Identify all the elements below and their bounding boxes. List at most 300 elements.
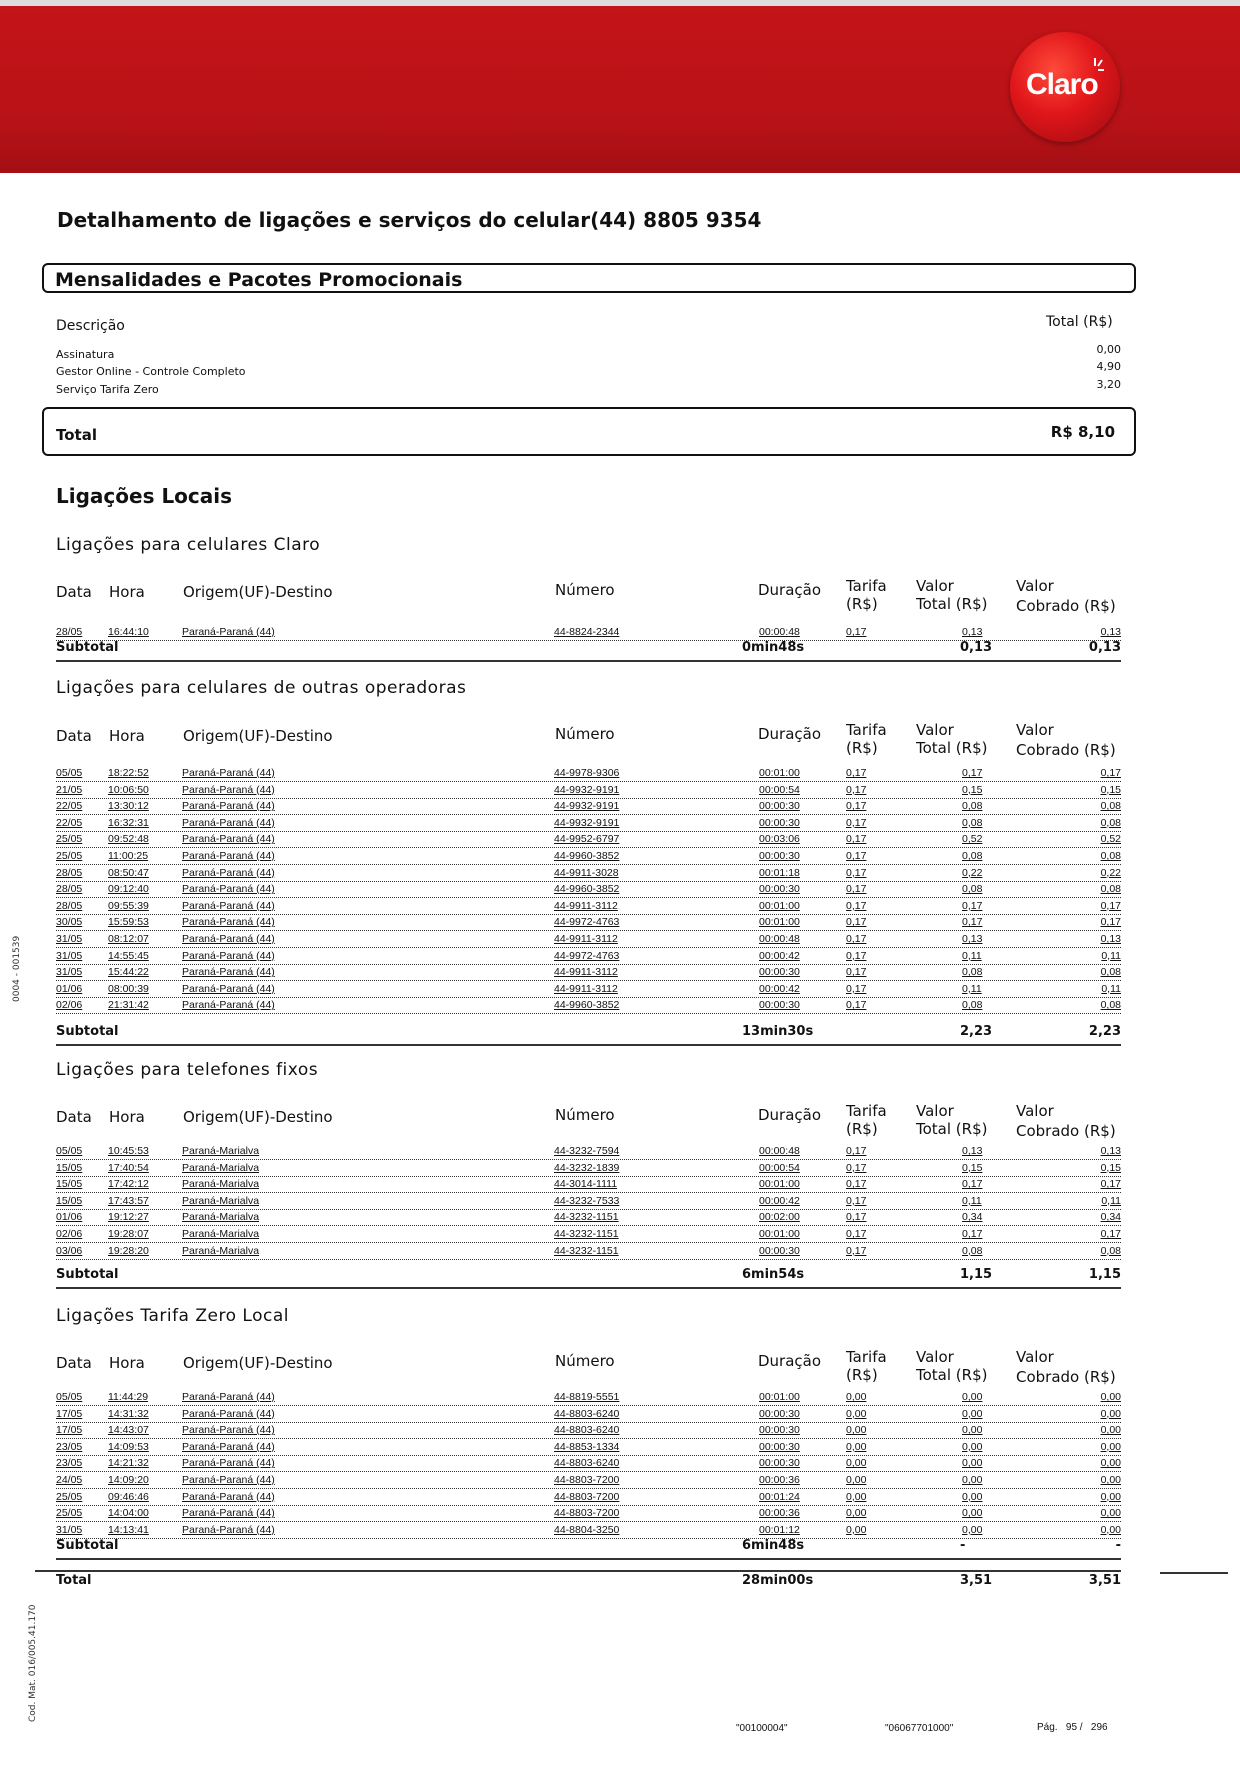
cell-valor-total: 0,08	[962, 1244, 983, 1257]
cell-numero: 44-8803-6240	[554, 1407, 620, 1420]
cell-tarifa: 0,17	[846, 1211, 867, 1224]
table-row	[56, 1178, 1121, 1193]
cell-tarifa: 0,00	[846, 1391, 867, 1403]
hdr-valor-total: Valor	[916, 1102, 954, 1120]
hdr-valor-total-2: Total (R$)	[916, 739, 988, 757]
subtotal-duration: 13min30s	[742, 1024, 814, 1039]
logo-text: Claro	[1026, 68, 1098, 101]
cell-valor-total: 0,52	[962, 833, 983, 846]
cell-origem: Paraná-Paraná (44)	[182, 1457, 275, 1470]
cell-hora: 14:09:20	[108, 1474, 149, 1486]
cell-numero: 44-8803-7200	[554, 1507, 620, 1520]
cell-numero: 44-3232-7533	[554, 1194, 620, 1207]
cell-duracao: 00:03:06	[759, 833, 800, 846]
cell-numero: 44-8803-6240	[554, 1457, 620, 1470]
cell-hora: 14:13:41	[108, 1523, 149, 1536]
cell-hora: 08:00:39	[108, 982, 149, 995]
cell-numero: 44-9972-4763	[554, 916, 620, 929]
cell-data: 31/05	[56, 933, 83, 945]
cell-hora: 14:43:07	[108, 1424, 149, 1437]
section-title: Ligações para celulares de outras operadoras	[56, 678, 467, 698]
table-row	[56, 767, 1121, 782]
cell-numero: 44-3014-1111	[554, 1178, 618, 1191]
cell-valor-total: 0,34	[962, 1211, 983, 1224]
cell-hora: 09:12:40	[108, 883, 149, 896]
cell-valor-total: 0,08	[962, 966, 983, 979]
cell-duracao: 00:00:48	[759, 933, 800, 945]
table-row	[56, 883, 1121, 898]
hdr-duracao: Duração	[758, 1352, 822, 1370]
cell-tarifa: 0,17	[846, 626, 867, 638]
hdr-valor-total-2: Total (R$)	[916, 595, 988, 613]
cell-numero: 44-9952-6797	[554, 833, 620, 846]
hdr-tarifa-unit: (R$)	[846, 595, 878, 613]
cell-numero: 44-8853-1334	[554, 1440, 620, 1453]
table-row	[56, 1145, 1121, 1160]
cell-valor-cobrado: 0,17	[1100, 1228, 1121, 1240]
cell-origem: Paraná-Paraná (44)	[182, 982, 275, 995]
hdr-hora: Hora	[109, 583, 145, 601]
grand-total-rule	[35, 1570, 1121, 1572]
cell-tarifa: 0,17	[846, 999, 867, 1012]
subtotal-valor-total: 0,13	[960, 640, 993, 655]
hdr-tarifa: Tarifa	[846, 1348, 887, 1366]
section-rule	[56, 1558, 1121, 1560]
cell-origem: Paraná-Marialva	[182, 1194, 260, 1207]
mensalidades-total-label: Total	[56, 426, 97, 444]
cell-duracao: 00:00:42	[759, 949, 800, 962]
cell-tarifa: 0,17	[846, 899, 867, 912]
section-rule	[56, 1287, 1121, 1289]
cell-hora: 18:22:52	[108, 767, 149, 779]
cell-valor-total: 0,00	[962, 1490, 983, 1503]
item-total: 4,90	[1096, 360, 1121, 373]
cell-duracao: 00:00:36	[759, 1507, 800, 1520]
hdr-data: Data	[56, 727, 92, 745]
table-row	[56, 833, 1121, 848]
cell-origem: Paraná-Paraná (44)	[182, 1507, 275, 1520]
cell-numero: 44-9960-3852	[554, 850, 620, 862]
table-row	[56, 1245, 1121, 1260]
cell-valor-total: 0,13	[962, 626, 983, 638]
cell-duracao: 00:00:42	[759, 1194, 800, 1207]
cell-valor-total: 0,00	[962, 1507, 983, 1520]
cell-valor-total: 0,08	[962, 800, 983, 813]
table-row	[56, 1491, 1121, 1506]
cell-numero: 44-9911-3112	[554, 966, 618, 979]
cell-origem: Paraná-Marialva	[182, 1178, 260, 1191]
cell-tarifa: 0,17	[846, 1161, 867, 1174]
hdr-hora: Hora	[109, 1354, 145, 1372]
cell-valor-total: 0,08	[962, 816, 983, 829]
cell-data: 15/05	[56, 1161, 83, 1174]
cell-tarifa: 0,17	[846, 1244, 867, 1257]
cell-origem: Paraná-Paraná (44)	[182, 1523, 275, 1536]
hdr-duracao: Duração	[758, 581, 822, 599]
cell-valor-total: 0,00	[962, 1474, 983, 1486]
cell-valor-total: 0,13	[962, 933, 983, 945]
cell-valor-cobrado: 0,08	[1100, 999, 1121, 1012]
margin-mark	[1160, 1572, 1228, 1574]
cell-tarifa: 0,00	[846, 1407, 867, 1420]
cell-valor-total: 0,11	[962, 982, 982, 995]
hdr-valor-cobrado: Valor	[1016, 577, 1054, 595]
cell-duracao: 00:00:42	[759, 982, 800, 995]
cell-valor-cobrado: 0,00	[1100, 1523, 1121, 1536]
footer-code-2: "06067701000"	[885, 1723, 954, 1734]
cell-origem: Paraná-Paraná (44)	[182, 1474, 275, 1486]
table-row	[56, 1211, 1121, 1226]
cell-valor-total: 0,00	[962, 1391, 983, 1403]
cell-tarifa: 0,00	[846, 1440, 867, 1453]
cell-valor-total: 0,17	[962, 1178, 983, 1191]
cell-origem: Paraná-Paraná (44)	[182, 933, 275, 945]
cell-duracao: 00:00:30	[759, 1457, 800, 1470]
grand-total-label: Total	[56, 1573, 92, 1588]
table-row	[56, 1408, 1121, 1423]
subtotal-label: Subtotal	[56, 1024, 119, 1039]
cell-origem: Paraná-Marialva	[182, 1211, 260, 1224]
cell-duracao: 00:00:54	[759, 783, 800, 796]
cell-data: 05/05	[56, 1391, 83, 1403]
cell-tarifa: 0,17	[846, 850, 867, 862]
cell-origem: Paraná-Paraná (44)	[182, 949, 275, 962]
cell-valor-total: 0,11	[962, 949, 982, 962]
cell-hora: 17:43:57	[108, 1194, 149, 1207]
cell-valor-total: 0,00	[962, 1457, 983, 1470]
table-row	[56, 1195, 1121, 1210]
cell-origem: Paraná-Paraná (44)	[182, 1440, 275, 1453]
cell-data: 22/05	[56, 816, 83, 829]
cell-hora: 08:50:47	[108, 866, 149, 879]
cell-origem: Paraná-Paraná (44)	[182, 800, 275, 813]
cell-data: 28/05	[56, 899, 83, 912]
ligacoes-locais-heading: Ligações Locais	[56, 484, 233, 508]
subtotal-valor-cobrado: -	[1115, 1538, 1121, 1553]
cell-valor-cobrado: 0,08	[1100, 800, 1121, 813]
cell-tarifa: 0,17	[846, 800, 867, 813]
section-title: Ligações para celulares Claro	[56, 535, 321, 555]
cell-origem: Paraná-Paraná (44)	[182, 883, 275, 896]
cell-data: 28/05	[56, 866, 83, 879]
cell-numero: 44-9911-3028	[554, 866, 619, 879]
hdr-data: Data	[56, 1108, 92, 1126]
cell-numero: 44-8819-5551	[554, 1391, 620, 1403]
item-desc: Serviço Tarifa Zero	[56, 383, 159, 396]
cell-origem: Paraná-Paraná (44)	[182, 833, 275, 846]
cell-valor-total: 0,11	[962, 1194, 982, 1207]
cell-duracao: 00:00:30	[759, 999, 800, 1012]
cell-duracao: 00:00:48	[759, 626, 800, 638]
cell-origem: Paraná-Paraná (44)	[182, 1490, 275, 1503]
cell-data: 25/05	[56, 1507, 83, 1520]
cell-numero: 44-9960-3852	[554, 999, 620, 1012]
table-row	[56, 966, 1121, 981]
table-row	[56, 1474, 1121, 1489]
cell-valor-total: 0,17	[962, 899, 983, 912]
table-row	[56, 933, 1121, 948]
section-rule	[56, 1044, 1121, 1046]
cell-duracao: 00:00:30	[759, 1244, 800, 1257]
cell-valor-total: 0,22	[962, 866, 983, 879]
table-row	[56, 900, 1121, 915]
cell-valor-cobrado: 0,17	[1100, 899, 1121, 912]
cell-hora: 08:12:07	[108, 933, 149, 945]
cell-data: 15/05	[56, 1194, 83, 1207]
cell-duracao: 00:00:30	[759, 1424, 800, 1437]
hdr-tarifa-unit: (R$)	[846, 739, 878, 757]
subtotal-valor-total: 2,23	[960, 1024, 993, 1039]
cell-hora: 16:32:31	[108, 816, 149, 829]
table-row	[56, 1162, 1121, 1177]
cell-tarifa: 0,17	[846, 966, 867, 979]
cell-valor-cobrado: 0,00	[1100, 1474, 1121, 1486]
section-title: Ligações Tarifa Zero Local	[56, 1306, 289, 1326]
cell-numero: 44-8804-3250	[554, 1523, 620, 1536]
mensalidades-item	[56, 360, 1121, 379]
mensalidades-heading: Mensalidades e Pacotes Promocionais	[55, 269, 463, 291]
mensalidades-total-value: R$ 8,10	[1050, 423, 1115, 441]
hdr-duracao: Duração	[758, 725, 822, 743]
cell-valor-cobrado: 0,34	[1100, 1211, 1121, 1224]
cell-tarifa: 0,17	[846, 1145, 867, 1157]
subtotal-valor-cobrado: 2,23	[1088, 1024, 1121, 1039]
cell-data: 22/05	[56, 800, 83, 813]
cell-valor-total: 0,15	[962, 1161, 983, 1174]
hdr-hora: Hora	[109, 727, 145, 745]
cell-valor-cobrado: 0,00	[1100, 1424, 1121, 1437]
side-code-bottom: Cod. Mat. 016/005.41.170	[28, 1604, 38, 1722]
hdr-numero: Número	[555, 1106, 615, 1124]
cell-valor-cobrado: 0,00	[1100, 1440, 1121, 1453]
section-rule	[56, 660, 1121, 662]
cell-valor-total: 0,17	[962, 1228, 983, 1240]
cell-origem: Paraná-Paraná (44)	[182, 1391, 275, 1403]
section-title: Ligações para telefones fixos	[56, 1060, 319, 1080]
hdr-tarifa: Tarifa	[846, 1102, 887, 1120]
cell-valor-total: 0,17	[962, 916, 983, 929]
cell-valor-cobrado: 0,00	[1100, 1507, 1121, 1520]
cell-valor-total: 0,00	[962, 1407, 983, 1420]
hdr-numero: Número	[555, 1352, 615, 1370]
cell-valor-cobrado: 0,08	[1100, 850, 1121, 862]
cell-valor-total: 0,08	[962, 883, 983, 896]
cell-numero: 44-9911-3112	[554, 933, 618, 945]
subtotal-label: Subtotal	[56, 1267, 119, 1282]
cell-data: 28/05	[56, 626, 83, 638]
cell-data: 01/06	[56, 1211, 83, 1224]
table-row	[56, 916, 1121, 931]
item-desc: Gestor Online - Controle Completo	[56, 365, 246, 378]
table-row	[56, 983, 1121, 998]
item-total: 3,20	[1096, 378, 1121, 391]
cell-duracao: 00:01:00	[759, 1228, 800, 1240]
cell-hora: 10:06:50	[108, 783, 149, 796]
cell-valor-cobrado: 0,52	[1100, 833, 1121, 846]
cell-valor-cobrado: 0,13	[1100, 626, 1121, 638]
hdr-valor-total-2: Total (R$)	[916, 1120, 988, 1138]
subtotal-valor-cobrado: 1,15	[1088, 1267, 1121, 1282]
hdr-valor-cobrado: Valor	[1016, 1348, 1054, 1366]
cell-origem: Paraná-Paraná (44)	[182, 816, 275, 829]
subtotal-label: Subtotal	[56, 1538, 119, 1553]
table-row	[56, 1441, 1121, 1456]
cell-hora: 14:31:32	[108, 1407, 149, 1420]
cell-data: 31/05	[56, 966, 83, 979]
cell-hora: 15:59:53	[108, 916, 149, 929]
cell-tarifa: 0,17	[846, 1194, 867, 1207]
hdr-tarifa: Tarifa	[846, 721, 887, 739]
cell-hora: 14:21:32	[108, 1457, 149, 1470]
subtotal-valor-cobrado: 0,13	[1088, 640, 1121, 655]
cell-numero: 44-9960-3852	[554, 883, 620, 896]
table-row	[56, 1228, 1121, 1243]
cell-data: 24/05	[56, 1474, 83, 1486]
grand-total-cobrado: 3,51	[1088, 1573, 1121, 1588]
cell-valor-total: 0,00	[962, 1440, 983, 1453]
cell-valor-total: 0,13	[962, 1145, 983, 1157]
cell-origem: Paraná-Paraná (44)	[182, 850, 275, 862]
cell-origem: Paraná-Paraná (44)	[182, 1424, 275, 1437]
cell-hora: 19:28:20	[108, 1244, 149, 1257]
cell-hora: 19:28:07	[108, 1228, 149, 1240]
table-row	[56, 1391, 1121, 1406]
subtotal-label: Subtotal	[56, 640, 119, 655]
cell-data: 15/05	[56, 1178, 83, 1191]
cell-numero: 44-3232-1839	[554, 1161, 620, 1174]
cell-data: 21/05	[56, 783, 83, 796]
cell-hora: 11:44:29	[108, 1391, 149, 1403]
mensalidades-col-total: Total (R$)	[1046, 314, 1113, 330]
cell-numero: 44-8824-2344	[554, 626, 620, 638]
table-row	[56, 867, 1121, 882]
subtotal-duration: 6min48s	[742, 1538, 805, 1553]
cell-tarifa: 0,17	[846, 833, 867, 846]
cell-duracao: 00:01:00	[759, 767, 800, 779]
page-title: Detalhamento de ligações e serviços do celular(44) 8805 9354	[57, 208, 762, 232]
cell-duracao: 00:00:30	[759, 800, 800, 813]
cell-hora: 10:45:53	[108, 1145, 149, 1157]
cell-numero: 44-3232-1151	[554, 1228, 619, 1240]
cell-valor-cobrado: 0,00	[1100, 1407, 1121, 1420]
cell-data: 05/05	[56, 767, 83, 779]
hdr-data: Data	[56, 1354, 92, 1372]
cell-data: 25/05	[56, 850, 83, 862]
cell-data: 30/05	[56, 916, 83, 929]
cell-duracao: 00:01:00	[759, 1391, 800, 1403]
cell-data: 03/06	[56, 1244, 83, 1257]
cell-origem: Paraná-Paraná (44)	[182, 966, 275, 979]
cell-valor-cobrado: 0,08	[1100, 816, 1121, 829]
cell-valor-cobrado: 0,17	[1100, 767, 1121, 779]
item-total: 0,00	[1096, 343, 1121, 356]
cell-numero: 44-9932-9191	[554, 800, 620, 813]
table-row	[56, 1457, 1121, 1472]
cell-valor-cobrado: 0,08	[1100, 966, 1121, 979]
hdr-origem: Origem(UF)-Destino	[183, 1354, 333, 1372]
cell-data: 25/05	[56, 1490, 83, 1503]
table-row	[56, 1507, 1121, 1522]
cell-tarifa: 0,17	[846, 783, 867, 796]
item-desc: Assinatura	[56, 348, 115, 361]
cell-numero: 44-9932-9191	[554, 816, 620, 829]
cell-tarifa: 0,17	[846, 866, 867, 879]
cell-data: 05/05	[56, 1145, 83, 1157]
cell-hora: 13:30:12	[108, 800, 149, 813]
cell-numero: 44-8803-7200	[554, 1474, 620, 1486]
cell-valor-total: 0,08	[962, 999, 983, 1012]
page-number: Pág. 95 / 296	[1037, 1722, 1108, 1733]
cell-duracao: 00:00:54	[759, 1161, 800, 1174]
cell-valor-cobrado: 0,15	[1100, 1161, 1121, 1174]
cell-valor-cobrado: 0,22	[1100, 866, 1121, 879]
cell-duracao: 00:00:30	[759, 1407, 800, 1420]
cell-origem: Paraná-Paraná (44)	[182, 916, 275, 929]
cell-duracao: 00:00:30	[759, 1440, 800, 1453]
hdr-valor-total-2: Total (R$)	[916, 1366, 988, 1384]
cell-valor-total: 0,00	[962, 1523, 983, 1536]
cell-hora: 17:42:12	[108, 1178, 149, 1191]
cell-valor-cobrado: 0,17	[1100, 916, 1121, 929]
table-row	[56, 950, 1121, 965]
cell-duracao: 00:01:12	[759, 1523, 800, 1536]
cell-origem: Paraná-Paraná (44)	[182, 999, 275, 1012]
cell-data: 17/05	[56, 1407, 83, 1420]
cell-valor-cobrado: 0,11	[1101, 982, 1121, 995]
cell-data: 01/06	[56, 982, 83, 995]
cell-hora: 14:55:45	[108, 949, 149, 962]
cell-data: 31/05	[56, 1523, 83, 1536]
cell-tarifa: 0,00	[846, 1490, 867, 1503]
cell-tarifa: 0,17	[846, 933, 867, 945]
hdr-tarifa-unit: (R$)	[846, 1120, 878, 1138]
hdr-origem: Origem(UF)-Destino	[183, 727, 333, 745]
cell-tarifa: 0,17	[846, 767, 867, 779]
table-row	[56, 1524, 1121, 1539]
table-row	[56, 817, 1121, 832]
cell-data: 23/05	[56, 1457, 83, 1470]
hdr-tarifa-unit: (R$)	[846, 1366, 878, 1384]
table-row	[56, 999, 1121, 1014]
table-row	[56, 850, 1121, 865]
cell-tarifa: 0,17	[846, 982, 867, 995]
cell-valor-total: 0,17	[962, 767, 983, 779]
cell-origem: Paraná-Marialva	[182, 1161, 260, 1174]
cell-numero: 44-3232-1151	[554, 1244, 619, 1257]
hdr-data: Data	[56, 583, 92, 601]
cell-duracao: 00:00:36	[759, 1474, 800, 1486]
footer-code-1: "00100004"	[736, 1723, 788, 1734]
cell-numero: 44-9972-4763	[554, 949, 620, 962]
cell-numero: 44-8803-6240	[554, 1424, 620, 1437]
cell-data: 17/05	[56, 1424, 83, 1437]
hdr-hora: Hora	[109, 1108, 145, 1126]
hdr-valor-cobrado: Valor	[1016, 1102, 1054, 1120]
hdr-origem: Origem(UF)-Destino	[183, 1108, 333, 1126]
cell-tarifa: 0,17	[846, 949, 867, 962]
claro-logo	[1010, 32, 1120, 142]
cell-tarifa: 0,17	[846, 816, 867, 829]
hdr-numero: Número	[555, 581, 615, 599]
cell-data: 25/05	[56, 833, 83, 846]
cell-numero: 44-9978-9306	[554, 767, 620, 779]
cell-duracao: 00:01:00	[759, 1178, 800, 1191]
cell-tarifa: 0,17	[846, 883, 867, 896]
table-row	[56, 784, 1121, 799]
cell-origem: Paraná-Paraná (44)	[182, 899, 275, 912]
cell-numero: 44-8803-7200	[554, 1490, 620, 1503]
cell-numero: 44-3232-7594	[554, 1145, 620, 1157]
